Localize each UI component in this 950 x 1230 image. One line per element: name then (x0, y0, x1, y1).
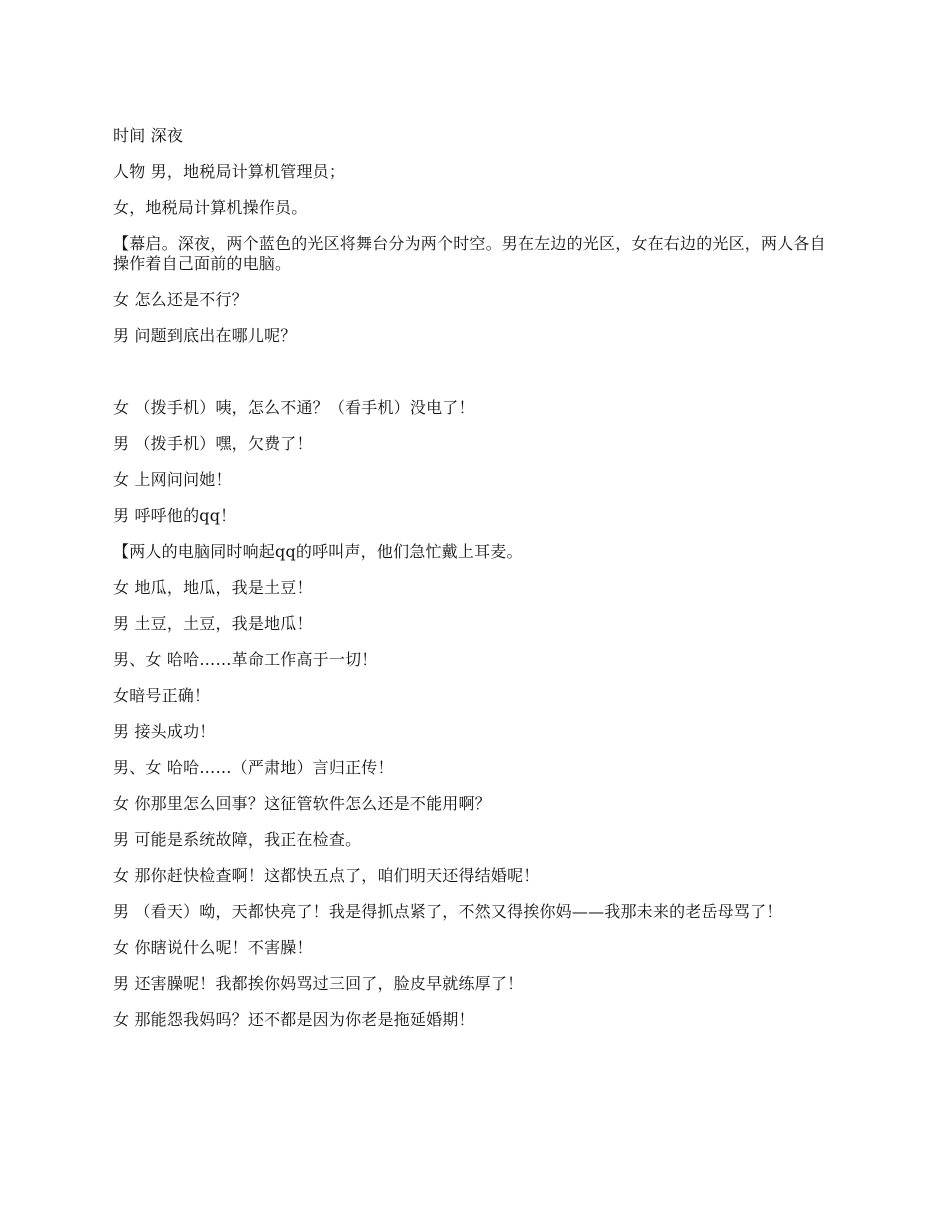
dialogue-line: 男 还害臊呢！我都挨你妈骂过三回了，脸皮早就练厚了！ (113, 974, 524, 993)
dialogue-line: 男 可能是系统故障，我正在检查。 (113, 830, 362, 849)
dialogue-line: 女 上网问问她！ (113, 470, 232, 489)
blank-gap (113, 362, 833, 398)
character-list-female: 女，地税局计算机操作员。 (113, 198, 308, 217)
dialogue-line: 女 （拨手机）咦，怎么不通？（看手机）没电了！ (113, 398, 475, 417)
dialogue-line: 女 那你赶快检查啊！这都快五点了，咱们明天还得结婚呢！ (113, 866, 540, 885)
dialogue-line: 女 怎么还是不行？ (113, 290, 248, 309)
dialogue-line: 男 接头成功！ (113, 722, 216, 741)
dialogue-line: 男 问题到底出在哪儿呢？ (113, 326, 297, 345)
dialogue-line: 女 你瞎说什么呢！不害臊！ (113, 938, 313, 957)
dialogue-line: 男 （看天）呦，天都快亮了！我是得抓点紧了，不然又得挨你妈——我那未来的老岳母骂了！ (113, 902, 783, 921)
dialogue-line: 男、女 哈哈……（严肃地）言归正传！ (113, 758, 394, 777)
dialogue-line: 男 （拨手机）嘿，欠费了！ (113, 434, 313, 453)
dialogue-line: 男 土豆，土豆，我是地瓜！ (113, 614, 313, 633)
dialogue-line: 女 你那里怎么回事？这征管软件怎么还是不能用啊？ (113, 794, 491, 813)
script-text (113, 126, 833, 1046)
dialogue-line: 男、女 哈哈……革命工作高于一切！ (113, 650, 378, 669)
dialogue-line: 女 地瓜，地瓜，我是土豆！ (113, 578, 313, 597)
dialogue-line: 男 呼呼他的qq！ (113, 506, 237, 525)
character-list-male: 人物 男，地税局计算机管理员； (113, 162, 346, 181)
scene-time: 时间 深夜 (113, 126, 184, 145)
stage-direction: 【幕启。深夜，两个蓝色的光区将舞台分为两个时空。男在左边的光区，女在右边的光区，两人各自操作着自己面前的电脑。 (113, 234, 826, 273)
stage-direction: 【两人的电脑同时响起qq的呼叫声，他们急忙戴上耳麦。 (113, 542, 523, 561)
dialogue-line: 女暗号正确！ (113, 686, 211, 705)
dialogue-line: 女 那能怨我妈吗？还不都是因为你老是拖延婚期！ (113, 1010, 475, 1029)
